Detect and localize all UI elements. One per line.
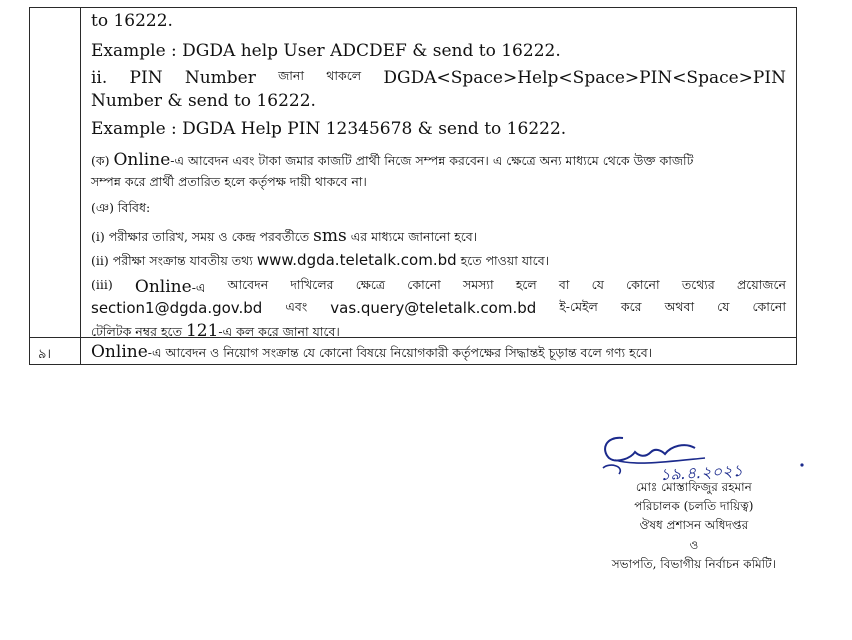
line-example-user: Example : DGDA help User ADCDEF & send to 16222.: [91, 41, 561, 61]
word: কোনো: [407, 277, 441, 292]
row-9-text: -এ আবেদন ও নিয়োগ সংক্রান্ত যে কোনো বিষয়ে নিয়োগকারী কর্তৃপক্ষের সিদ্ধান্তই চূড়ান্ত বলে গণ্য হবে।: [147, 345, 653, 360]
line-number-send: Number & send to 16222.: [91, 91, 316, 111]
item-prefix: (iii): [91, 277, 113, 292]
line-example-pin: Example : DGDA Help PIN 12345678 & send to 16222.: [91, 119, 567, 139]
note-prefix: (ক): [91, 153, 110, 168]
note-text: -এ আবেদন এবং টাকা জমার কাজটি প্রার্থী নিজে সম্পন্ন করবেন। এ ক্ষেত্রে অন্য মাধ্যমে থেকে উক্ত কাজটি: [170, 153, 694, 168]
word: অথবা: [664, 299, 695, 314]
item-text: -এ কল করে জানা যাবে।: [218, 324, 340, 339]
email-link-teletalk[interactable]: vas.query@teletalk.com.bd: [330, 299, 537, 317]
word: এবং: [285, 299, 308, 314]
word: ক্ষেত্রে: [355, 277, 386, 292]
word: দাখিলের: [290, 277, 334, 292]
signatory-org: ঔষধ প্রশাসন অধিদপ্তর: [639, 518, 749, 533]
item-text: পরীক্ষার তারিখ, সময় ও কেন্দ্র পরবর্তীতে: [108, 229, 310, 244]
item-text: পরীক্ষা সংক্রান্ত যাবতীয় তথ্য: [112, 253, 253, 268]
column-divider: [80, 8, 81, 364]
online-word: Online: [91, 342, 148, 362]
word: আবেদন: [227, 277, 269, 292]
word: যে: [717, 299, 730, 314]
website-url: www.dgda.teletalk.com.bd: [256, 251, 457, 269]
signatory-committee: সভাপতি, বিভাগীয় নির্বাচন কমিটি।: [611, 556, 776, 571]
pin-word: জানা: [278, 68, 305, 83]
line-misc-iii: [91, 278, 786, 297]
line-misc-i: [91, 227, 786, 246]
word: তথ্যের: [681, 277, 715, 292]
line-online-note-cont: সম্পন্ন করে প্রার্থী প্রতারিত হলে কর্তৃপক্ষ দায়ী থাকবে না।: [91, 174, 367, 189]
pin-word: PIN: [129, 68, 163, 88]
item-text: এর মাধ্যমে জানানো হবে।: [350, 229, 478, 244]
instruction-table: [29, 7, 797, 365]
word: বা: [558, 277, 570, 292]
word: কোনো: [752, 299, 786, 314]
pin-word: Number: [184, 68, 256, 88]
word: হলে: [515, 277, 537, 292]
line-send-to: to 16222.: [91, 11, 173, 31]
word: যে: [591, 277, 604, 292]
online-word: Online: [134, 277, 192, 297]
word: করে: [620, 299, 642, 314]
line-online-note: [91, 151, 786, 170]
word: প্রয়োজনে: [736, 277, 786, 292]
item-prefix: (i): [91, 229, 105, 244]
signatory-and: ও: [689, 537, 699, 552]
email-link-dgda[interactable]: section1@dgda.gov.bd: [91, 299, 263, 317]
signatory-name: মোঃ মোস্তাফিজুর রহমান: [635, 480, 752, 494]
line-pin-number: [91, 69, 786, 88]
item-text: হতে পাওয়া যাবে।: [460, 253, 550, 268]
helpline-number: 121: [185, 321, 219, 341]
signature-date: ১৯.৪.২০২১: [659, 460, 744, 485]
pin-word: DGDA<Space>Help<Space>PIN<Space>PIN: [383, 68, 786, 88]
row-9-number: ৯।: [38, 347, 52, 362]
sms-word: sms: [313, 226, 347, 246]
word: ই-মেইল: [559, 299, 598, 314]
word: সমস্যা: [462, 277, 494, 292]
line-teletalk-call: [91, 322, 786, 341]
line-emails: [91, 300, 786, 317]
word: কোনো: [626, 277, 660, 292]
online-word-wrap: [135, 278, 206, 297]
row-9-content: [91, 342, 652, 365]
signature-block: [612, 478, 776, 574]
line-misc-ii: [91, 252, 786, 269]
word: -এ: [191, 280, 206, 295]
item-text: টেলিটক নম্বর হতে: [91, 324, 182, 339]
line-misc-heading: (ঞ) বিবিধ:: [91, 200, 151, 215]
signatory-title: পরিচালক (চলতি দায়িত্ব): [634, 499, 754, 514]
online-word: Online: [113, 150, 171, 170]
pin-word: ii.: [91, 68, 108, 88]
pin-word: থাকলে: [326, 68, 362, 83]
item-prefix: (ii): [91, 253, 109, 268]
